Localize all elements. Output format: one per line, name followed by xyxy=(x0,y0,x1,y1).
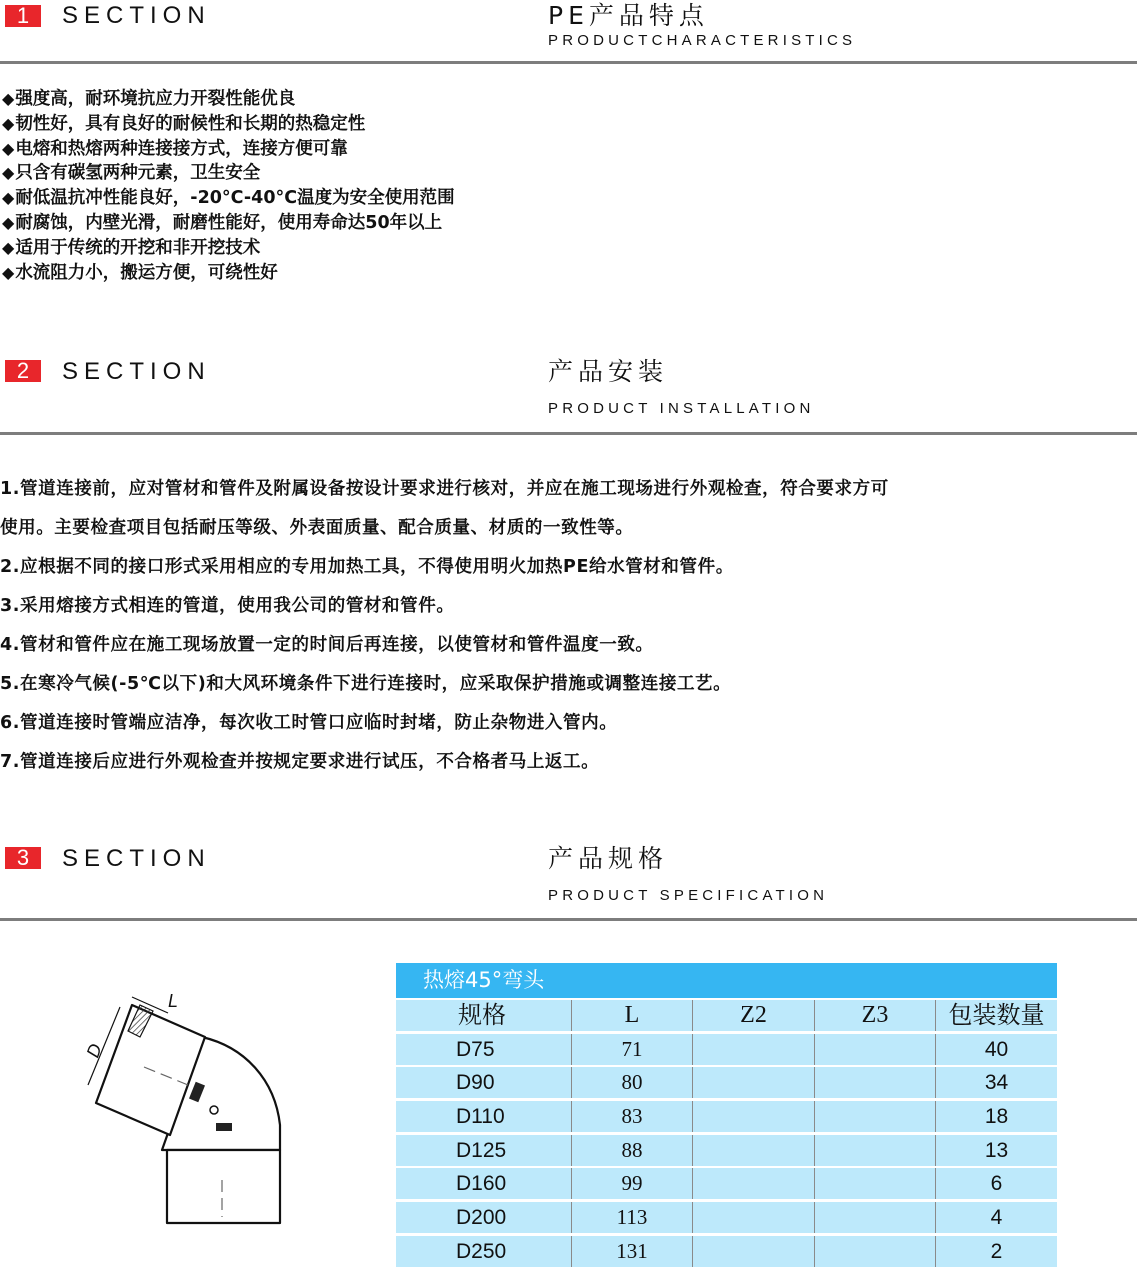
section-2-divider xyxy=(0,432,1137,435)
table-row: D110 83 18 xyxy=(396,1101,1057,1132)
diamond-bullet-icon: ◆ xyxy=(2,188,15,208)
column-header-quantity: 包装数量 xyxy=(936,1000,1057,1031)
section-2-title: 产品安装 xyxy=(548,357,669,386)
table-row: D75 71 40 xyxy=(396,1034,1057,1065)
installation-step: 使用。主要检查项目包括耐压等级、外表面质量、配合质量、材质的一致性等。 xyxy=(0,518,634,538)
section-3-subtitle: PRODUCT SPECIFICATION xyxy=(548,887,829,904)
spec-table xyxy=(396,1000,1057,1270)
diamond-bullet-icon: ◆ xyxy=(2,212,15,232)
column-header-l: L xyxy=(572,1000,693,1031)
table-row: D250 131 2 xyxy=(396,1236,1057,1267)
diameter-label: D xyxy=(82,1041,106,1061)
installation-steps xyxy=(0,470,1137,782)
table-row: D125 88 13 xyxy=(396,1135,1057,1166)
installation-step: 6.管道连接时管端应洁净，每次收工时管口应临时封堵，防止杂物进入管内。 xyxy=(0,713,618,733)
feature-list xyxy=(2,87,455,285)
section-2-subtitle: PRODUCT INSTALLATION xyxy=(548,400,815,417)
table-row: D160 99 6 xyxy=(396,1168,1057,1199)
installation-step: 7.管道连接后应进行外观检查并按规定要求进行试压，不合格者马上返工。 xyxy=(0,752,600,772)
diamond-bullet-icon: ◆ xyxy=(2,262,15,282)
table-row: D200 113 4 xyxy=(396,1202,1057,1233)
column-header-spec: 规格 xyxy=(396,1000,572,1031)
diamond-bullet-icon: ◆ xyxy=(2,163,15,183)
installation-step: 1.管道连接前，应对管材和管件及附属设备按设计要求进行核对，并应在施工现场进行外观检查，符合要求方可 xyxy=(0,479,889,499)
installation-step: 2.应根据不同的接口形式采用相应的专用加热工具，不得使用明火加热PE给水管材和管件。 xyxy=(0,557,734,577)
diamond-bullet-icon: ◆ xyxy=(2,113,15,133)
installation-step: 3.采用熔接方式相连的管道，使用我公司的管材和管件。 xyxy=(0,596,455,616)
section-2-label: SECTION xyxy=(62,358,211,385)
table-header-row xyxy=(396,1000,1057,1031)
diamond-bullet-icon: ◆ xyxy=(2,138,15,158)
installation-step: 5.在寒冷气候(-5℃以下)和大风环境条件下进行连接时，应采取保护措施或调整连接工艺。 xyxy=(0,674,732,694)
elbow-45-diagram xyxy=(70,985,300,1235)
feature-item: ◆强度高，耐环境抗应力开裂性能优良 xyxy=(2,89,296,109)
spec-table-title: 热熔45°弯头 xyxy=(396,963,1057,998)
column-header-z2: Z2 xyxy=(693,1000,815,1031)
diamond-bullet-icon: ◆ xyxy=(2,237,15,257)
diamond-bullet-icon: ◆ xyxy=(2,89,15,108)
section-3-badge: 3 xyxy=(5,847,41,869)
column-header-z3: Z3 xyxy=(815,1000,936,1031)
section-3-divider xyxy=(0,918,1137,921)
feature-item: ◆只含有碳氢两种元素，卫生安全 xyxy=(2,163,261,184)
feature-item: ◆耐低温抗冲性能良好，-20°C-40°C温度为安全使用范围 xyxy=(2,188,455,209)
section-1-label: SECTION xyxy=(62,2,211,29)
length-label: L xyxy=(168,991,179,1011)
section-2-badge: 2 xyxy=(5,360,41,382)
section-1-divider xyxy=(0,61,1137,64)
section-3-label: SECTION xyxy=(62,845,211,872)
feature-item: ◆水流阻力小，搬运方便，可绕性好 xyxy=(2,262,278,283)
feature-item: ◆耐腐蚀，内壁光滑，耐磨性能好，使用寿命达50年以上 xyxy=(2,212,443,233)
section-1-subtitle: PRODUCTCHARACTERISTICS xyxy=(548,32,857,49)
section-1-title: PE产品特点 xyxy=(548,1,709,30)
installation-step: 4.管材和管件应在施工现场放置一定的时间后再连接，以使管材和管件温度一致。 xyxy=(0,635,654,655)
table-row: D90 80 34 xyxy=(396,1067,1057,1098)
feature-item: ◆适用于传统的开挖和非开挖技术 xyxy=(2,237,261,258)
feature-item: ◆电熔和热熔两种连接接方式，连接方便可靠 xyxy=(2,138,348,159)
feature-item: ◆韧性好，具有良好的耐候性和长期的热稳定性 xyxy=(2,113,366,134)
section-1-badge: 1 xyxy=(5,5,41,27)
section-3-title: 产品规格 xyxy=(548,844,669,873)
